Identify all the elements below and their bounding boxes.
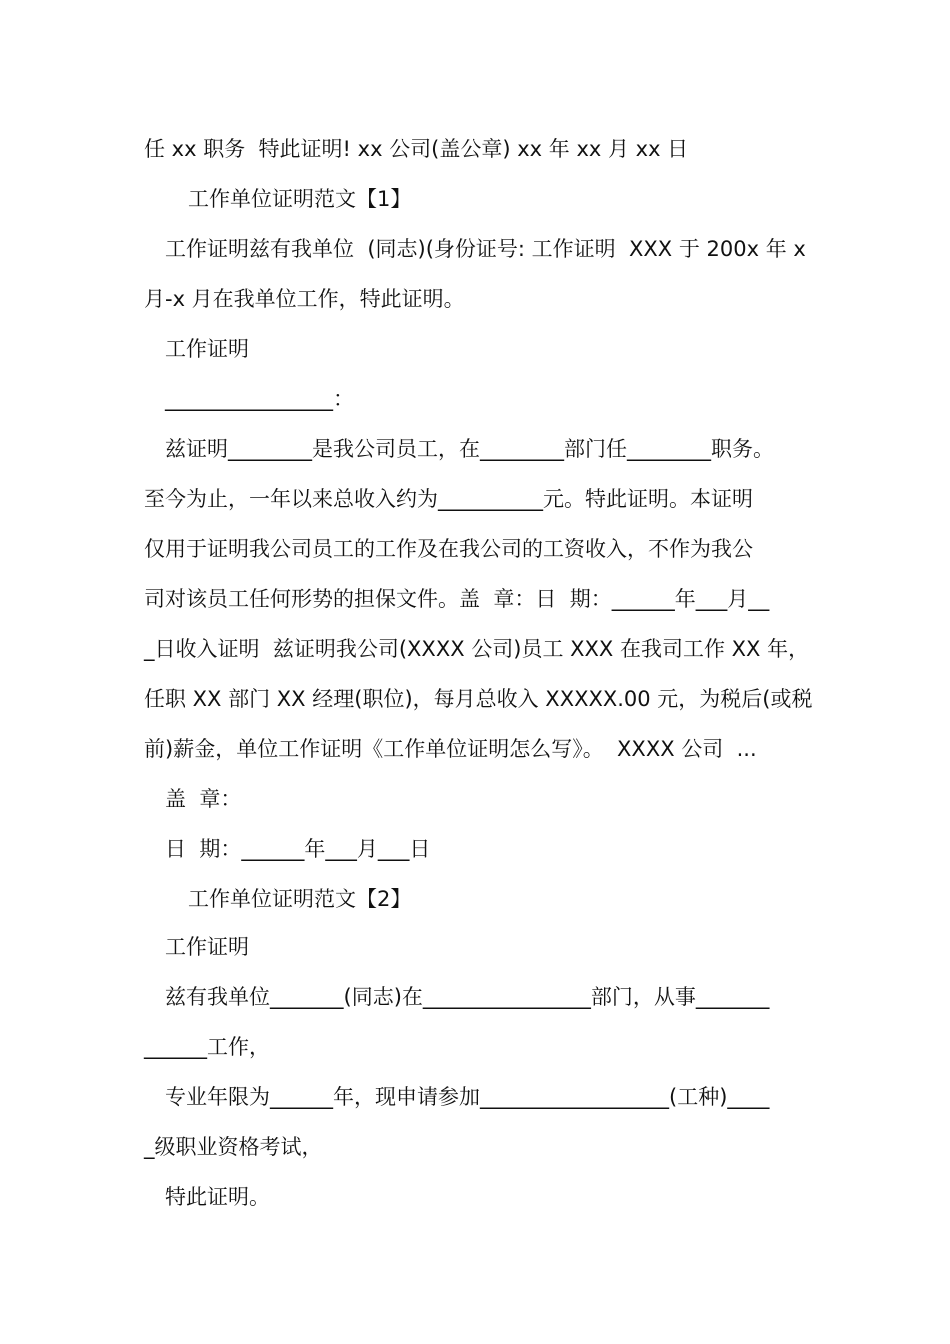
section-heading-2: 工作单位证明范文【2】: [188, 887, 412, 911]
text-line: 工作证明: [165, 935, 249, 959]
text-line: _级职业资格考试，: [144, 1135, 323, 1159]
text-line: 日 期：______年___月___日: [165, 837, 431, 861]
text-line: 工作证明: [165, 337, 249, 361]
text-line: ________________：: [165, 387, 354, 411]
text-line: 专业年限为______年，现申请参加__________________(工种)____: [165, 1085, 770, 1109]
text-line: _日收入证明 兹证明我公司(XXXX 公司)员工 XXX 在我司工作 XX 年，: [144, 637, 810, 661]
text-line: 工作证明兹有我单位 (同志)(身份证号: 工作证明 XXX 于 200x 年 x: [165, 237, 806, 261]
section-heading-1: 工作单位证明范文【1】: [188, 187, 412, 211]
text-line: ______工作，: [144, 1035, 270, 1059]
text-line: 盖 章：: [165, 787, 242, 811]
text-line: 任 xx 职务 特此证明! xx 公司(盖公章) xx 年 xx 月 xx 日: [144, 137, 689, 161]
text-line: 月-x 月在我单位工作，特此证明。: [144, 287, 465, 311]
text-line: 兹证明________是我公司员工，在________部门任________职务。: [165, 437, 774, 461]
text-line: 特此证明。: [165, 1185, 270, 1209]
text-line: 至今为止，一年以来总收入约为__________元。特此证明。本证明: [144, 487, 753, 511]
text-line: 司对该员工任何形势的担保文件。盖 章：日 期：______年___月__: [144, 587, 770, 611]
text-line: 任职 XX 部门 XX 经理(职位)，每月总收入 XXXXX.00 元，为税后(或税: [144, 687, 813, 711]
text-line: 前)薪金，单位工作证明《工作单位证明怎么写》。 XXXX 公司 ...: [144, 737, 757, 761]
text-line: 兹有我单位_______(同志)在________________部门，从事_______: [165, 985, 770, 1009]
text-line: 仅用于证明我公司员工的工作及在我公司的工资收入，不作为我公: [144, 537, 753, 561]
